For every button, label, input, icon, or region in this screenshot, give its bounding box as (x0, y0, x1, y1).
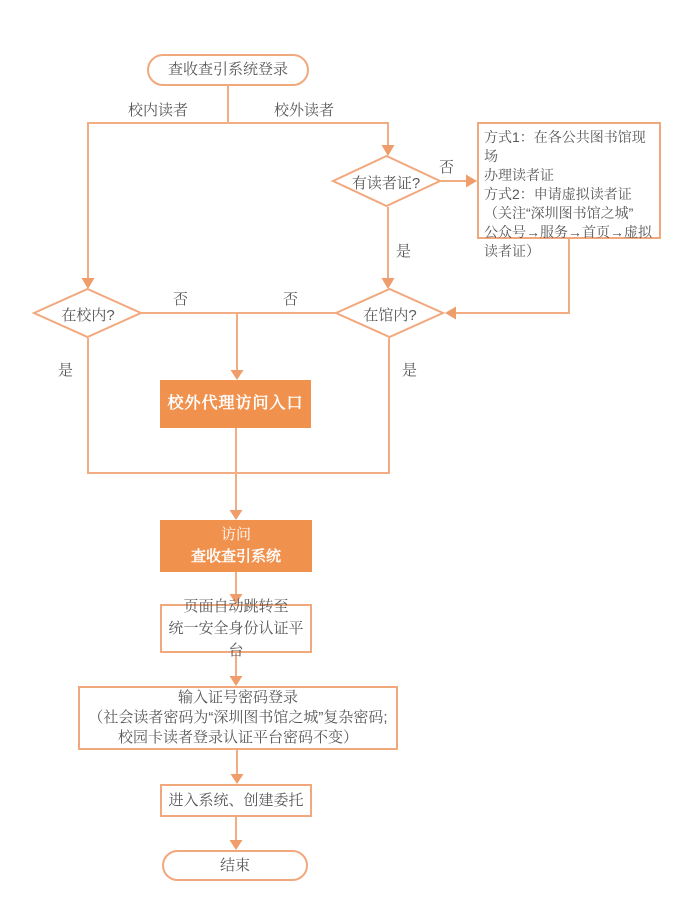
on-campus-no-label: 否 (173, 291, 189, 308)
decision-in-library-label: 在馆内? (363, 307, 417, 324)
start-label: 查收查引系统登录 (167, 61, 288, 79)
login-line-3: 校园卡读者登录认证平台密码不变） (117, 729, 358, 746)
proxy-entry-label: 校外代理访问入口 (167, 395, 304, 413)
arrowhead-down-hascard (382, 145, 395, 156)
methods-line-6: 读者证） (484, 243, 540, 259)
arrowhead-right-methods (466, 175, 477, 188)
login-line-1: 输入证号密码登录 (177, 689, 298, 706)
arrowhead-down-proxy (231, 370, 244, 380)
visit-system-node (160, 520, 312, 572)
end-node (162, 850, 308, 881)
on-campus-yes-label: 是 (58, 362, 74, 379)
in-library-no-label: 否 (283, 291, 299, 308)
has-card-yes-label: 是 (396, 243, 412, 260)
visit-line-2: 查收查引系统 (190, 548, 281, 565)
enter-system-node (160, 784, 312, 817)
end-label: 结束 (219, 856, 250, 874)
decision-has-card-label: 有读者证? (351, 175, 421, 192)
methods-line-2: 办理读者证 (484, 167, 554, 183)
methods-line-1: 方式1：在各公共图书馆现场 (484, 129, 646, 164)
methods-note (477, 122, 661, 259)
start-node (147, 54, 309, 86)
redirect-line-1: 页面自动跳转至 (183, 597, 289, 615)
branch-label-internal-reader: 校内读者 (128, 102, 189, 119)
redirect-line-2: 统一安全身份认证平台 (168, 619, 304, 659)
decision-on-campus-label: 在校内? (61, 307, 115, 324)
redirect-node (160, 597, 312, 659)
arrowhead-down-inlibrary (382, 278, 395, 289)
arrowhead-down-end (230, 840, 243, 850)
arrowhead-down-oncampus (82, 278, 95, 289)
login-line-2: （社会读者密码为“深圳图书馆之城”复杂密码; (88, 709, 388, 726)
arrowhead-down-login (230, 676, 243, 686)
login-node (78, 686, 398, 750)
has-card-no-label: 否 (439, 159, 455, 176)
methods-line-4: （关注“深圳图书馆之城” (484, 205, 634, 221)
methods-line-3: 方式2：申请虚拟读者证 (484, 186, 632, 202)
methods-line-5: 公众号→服务→首页→虚拟 (484, 224, 652, 240)
in-library-yes-label: 是 (402, 362, 418, 379)
arrowhead-down-enter (231, 774, 244, 784)
enter-system-label: 进入系统、创建委托 (168, 791, 304, 809)
visit-line-1: 访问 (220, 526, 251, 544)
edge-branch (88, 123, 388, 278)
proxy-entry-node (160, 380, 311, 428)
branch-label-external-reader: 校外读者 (274, 102, 335, 119)
arrowhead-down-visit (230, 510, 243, 520)
